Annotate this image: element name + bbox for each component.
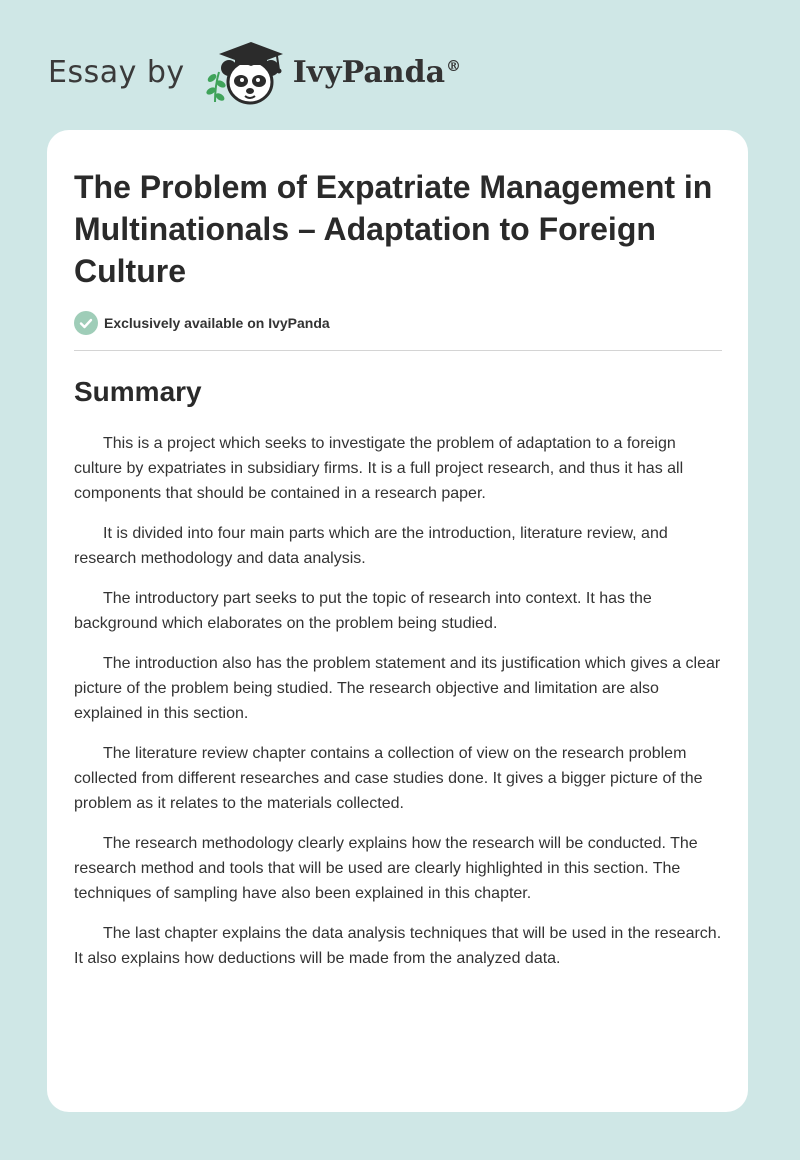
brand-prefix: Essay by [48, 55, 185, 90]
title-divider [74, 350, 722, 351]
summary-paragraph: The research methodology clearly explains how the research will be conducted. The research method and tools that will be used are clearly highlighted in this section. The techniques of sampling have also been explained in this chapter. [74, 835, 698, 902]
panda-graduate-logo-icon[interactable] [201, 36, 291, 110]
article-title: The Problem of Expatriate Management in Multinationals – Adaptation to Foreign Culture [74, 169, 713, 289]
summary-body [74, 431, 722, 971]
registered-mark: ® [446, 57, 462, 75]
article-card [47, 130, 748, 1112]
section-heading-summary: Summary [74, 376, 202, 407]
summary-paragraph: It is divided into four main parts which are the introduction, literature review, and research methodology and data analysis. [74, 525, 668, 567]
exclusive-badge [74, 310, 722, 336]
summary-paragraph: The last chapter explains the data analysis techniques that will be used in the research. It also explains how deductions will be made from the analyzed data. [74, 925, 722, 967]
summary-paragraph: The introductory part seeks to put the topic of research into context. It has the background which elaborates on the problem being studied. [74, 590, 652, 632]
summary-paragraph: This is a project which seeks to investigate the problem of adaptation to a foreign culture by expatriates in subsidiary firms. It is a full project research, and thus it has all components that should be contained in a research paper. [74, 435, 684, 502]
brand-name[interactable]: IvyPanda® [292, 55, 462, 90]
exclusive-badge-text: Exclusively available on IvyPanda [104, 315, 330, 331]
summary-paragraph: The introduction also has the problem statement and its justification which gives a clear picture of the problem being studied. The research objective and limitation are also explained in this section. [74, 655, 721, 722]
summary-paragraph: The literature review chapter contains a collection of view on the research problem collected from different researches and case studies done. It gives a bigger picture of the problem as it relates to the materials collected. [74, 745, 703, 812]
site-header [48, 36, 461, 110]
check-circle-icon [74, 311, 98, 335]
